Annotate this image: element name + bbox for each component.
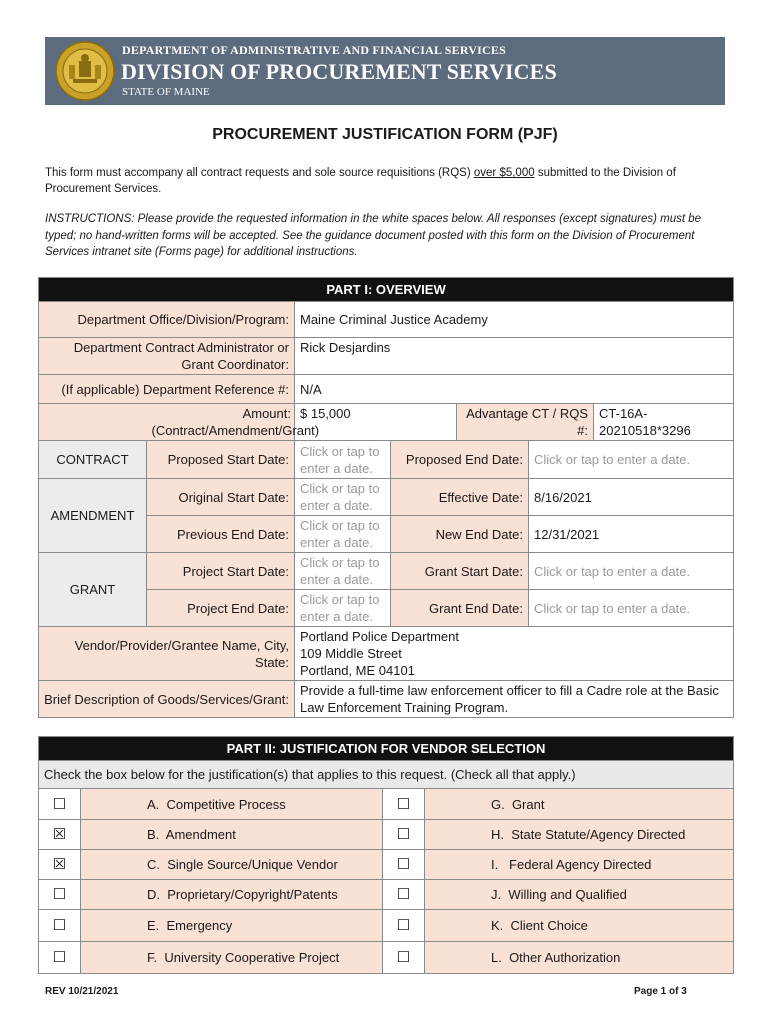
new-end-label: New End Date: (391, 516, 529, 553)
part2-subheader: Check the box below for the justification(s) that applies to this request. (Check all that apply.) (39, 761, 734, 789)
vendor-label: Vendor/Provider/Grantee Name, City, State: (39, 627, 295, 681)
proposed-end-field[interactable]: Click or tap to enter a date. (529, 441, 734, 479)
justification-option-label: G. Grant (425, 789, 734, 820)
project-start-field[interactable]: Click or tap to enter a date. (295, 553, 391, 590)
justification-option-label: D. Proprietary/Copyright/Patents (81, 880, 383, 910)
dept-office-field[interactable]: Maine Criminal Justice Academy (295, 302, 734, 338)
justification-row (39, 850, 734, 880)
state-seal-icon (55, 41, 115, 101)
amount-field[interactable]: $ 15,000 (295, 404, 457, 441)
description-field[interactable]: Provide a full-time law enforcement officer to fill a Cadre role at the Basic Law Enforcement Training Program. (295, 681, 734, 718)
banner-state: STATE OF MAINE (122, 86, 210, 98)
justification-option-label: A. Competitive Process (81, 789, 383, 820)
justification-option-label: C. Single Source/Unique Vendor (81, 850, 383, 880)
justification-checkbox[interactable]: ☐ (39, 942, 81, 974)
justification-checkbox[interactable]: ☐ (383, 910, 425, 942)
justification-option-label: J. Willing and Qualified (425, 880, 734, 910)
contract-group-label: CONTRACT (39, 441, 147, 479)
effective-date-field[interactable]: 8/16/2021 (529, 479, 734, 516)
admin-label: Department Contract Administrator or Grant Coordinator: (39, 338, 295, 375)
justification-option-label: K. Client Choice (425, 910, 734, 942)
intro-threshold: over $5,000 (473, 167, 535, 179)
amount-label: Amount: (Contract/Amendment/Grant) (147, 404, 295, 441)
ref-field[interactable]: N/A (295, 375, 734, 404)
banner-department: DEPARTMENT OF ADMINISTRATIVE AND FINANCIAL SERVICES (122, 43, 506, 57)
justification-checkbox[interactable]: ☐ (39, 789, 81, 820)
justification-row (39, 789, 734, 820)
advantage-label: Advantage CT / RQS #: (457, 404, 594, 441)
justification-row (39, 880, 734, 910)
description-label: Brief Description of Goods/Services/Grant: (39, 681, 295, 718)
grant-group-label: GRANT (39, 553, 147, 627)
banner-division: DIVISION OF PROCUREMENT SERVICES (121, 59, 557, 84)
revision-date: REV 10/21/2021 (45, 986, 119, 997)
part2-justification-table (38, 736, 734, 974)
justification-option-label: E. Emergency (81, 910, 383, 942)
justification-option-label: L. Other Authorization (425, 942, 734, 974)
part2-header: PART II: JUSTIFICATION FOR VENDOR SELECTION (39, 737, 734, 761)
justification-checkbox[interactable]: ☐ (383, 942, 425, 974)
grant-end-label: Grant End Date: (391, 590, 529, 627)
justification-checkbox[interactable]: ☒ (39, 850, 81, 880)
ref-label: (If applicable) Department Reference #: (39, 375, 295, 404)
department-banner (45, 37, 725, 105)
part1-header: PART I: OVERVIEW (39, 278, 734, 302)
previous-end-field[interactable]: Click or tap to enter a date. (295, 516, 391, 553)
grant-end-field[interactable]: Click or tap to enter a date. (529, 590, 734, 627)
admin-field[interactable]: Rick Desjardins (295, 338, 734, 375)
part1-overview-table (38, 277, 734, 718)
page-number: Page 1 of 3 (634, 986, 687, 997)
grant-start-label: Grant Start Date: (391, 553, 529, 590)
project-end-field[interactable]: Click or tap to enter a date. (295, 590, 391, 627)
justification-option-label: H. State Statute/Agency Directed (425, 820, 734, 850)
justification-checkbox[interactable]: ☐ (383, 789, 425, 820)
vendor-field[interactable] (295, 627, 734, 681)
justification-checkbox[interactable]: ☒ (39, 820, 81, 850)
form-title: PROCUREMENT JUSTIFICATION FORM (PJF) (212, 126, 558, 143)
amount-label-spacer (39, 404, 147, 441)
original-start-label: Original Start Date: (147, 479, 295, 516)
advantage-field[interactable]: CT-16A-20210518*3296 (594, 404, 734, 441)
justification-option-label: B. Amendment (81, 820, 383, 850)
justification-row (39, 942, 734, 974)
vendor-street: 109 Middle Street (300, 646, 402, 661)
justification-checkbox[interactable]: ☐ (383, 880, 425, 910)
intro-text: This form must accompany all contract requests and sole source requisitions (RQS) over $5,000 submitted to the Division of Procurement Services. (45, 167, 676, 195)
justification-option-label: I. Federal Agency Directed (425, 850, 734, 880)
project-start-label: Project Start Date: (147, 553, 295, 590)
justification-row (39, 820, 734, 850)
effective-date-label: Effective Date: (391, 479, 529, 516)
proposed-end-label: Proposed End Date: (391, 441, 529, 479)
new-end-field[interactable]: 12/31/2021 (529, 516, 734, 553)
justification-checkbox[interactable]: ☐ (383, 850, 425, 880)
justification-checkbox[interactable]: ☐ (383, 820, 425, 850)
proposed-start-field[interactable]: Click or tap to enter a date. (295, 441, 391, 479)
amendment-group-label: AMENDMENT (39, 479, 147, 553)
grant-start-field[interactable]: Click or tap to enter a date. (529, 553, 734, 590)
original-start-field[interactable]: Click or tap to enter a date. (295, 479, 391, 516)
vendor-name: Portland Police Department (300, 629, 459, 644)
justification-option-label: F. University Cooperative Project (81, 942, 383, 974)
justification-checkbox[interactable]: ☐ (39, 910, 81, 942)
instructions-text: INSTRUCTIONS: Please provide the requested information in the white spaces below. All responses (except signatures) must be typed; no hand-written forms will be accepted. See the guidance document posted with this form on the Division of Procurement Services intranet site (Forms page) for additional instructions. (45, 213, 702, 258)
proposed-start-label: Proposed Start Date: (147, 441, 295, 479)
vendor-city: Portland, ME 04101 (300, 663, 415, 678)
justification-checkbox[interactable]: ☐ (39, 880, 81, 910)
previous-end-label: Previous End Date: (147, 516, 295, 553)
dept-office-label: Department Office/Division/Program: (39, 302, 295, 338)
justification-row (39, 910, 734, 942)
project-end-label: Project End Date: (147, 590, 295, 627)
